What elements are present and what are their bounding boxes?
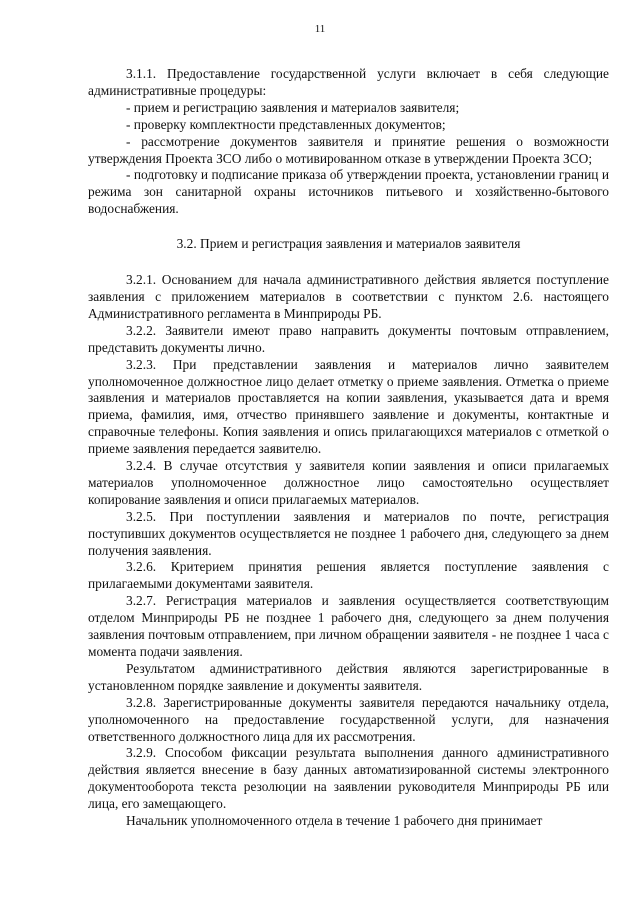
section-heading-3-2: 3.2. Прием и регистрация заявления и материалов заявителя <box>176 236 521 252</box>
paragraph-3-2-2: 3.2.2. Заявители имеют право направить документы почтовым отправлением, представить документы лично. <box>88 322 609 355</box>
paragraph-3-2-5: 3.2.5. При поступлении заявления и материалов по почте, регистрация поступивших документов осуществляется не позднее 1 рабочего дня, следующего за днем получения заявления. <box>88 508 609 558</box>
document-body <box>88 66 609 830</box>
paragraph-3-2-6: 3.2.6. Критерием принятия решения является поступление заявления с прилагаемыми документами заявителя. <box>88 559 609 592</box>
paragraph-3-2-3: 3.2.3. При представлении заявления и материалов лично заявителем уполномоченное должностное лицо делает отметку о приеме заявления. Отметка о приеме заявления и материалов проставляется на копии заявления, указывается дата и время приема, фамилия, имя, отчество принявшего заявление и документы, контактные и справочные телефоны. Копия заявления и опись прилагающихся материалов с отметкой о приеме заявления передается заявителю. <box>88 356 609 457</box>
paragraph-head-of-department: Начальник уполномоченного отдела в течение 1 рабочего дня принимает <box>126 813 543 829</box>
procedure-item: - прием и регистрацию заявления и материалов заявителя; <box>126 99 460 115</box>
paragraph-result: Результатом административного действия являются зарегистрированные в установленном порядке заявление и документы заявителя. <box>88 660 609 693</box>
section-3-1-1-intro: 3.1.1. Предоставление государственной услуги включает в себя следующие административные процедуры: <box>88 66 609 98</box>
paragraph-3-2-9: 3.2.9. Способом фиксации результата выполнения данного административного действия является внесение в базу данных автоматизированной системы электронного документооборота текста резолюции на заявлении руководителя Минприроды РБ или лица, его замещающего. <box>88 745 609 812</box>
paragraph-3-2-1: 3.2.1. Основанием для начала административного действия является поступление заявления с приложением материалов в соответствии с пунктом 2.6. настоящего Административного регламента в Минприроды РБ. <box>88 272 609 321</box>
procedure-item: - рассмотрение документов заявителя и принятие решения о возможности утверждения Проекта ЗСО либо о мотивированном отказе в утверждении Проекта ЗСО; <box>88 133 609 166</box>
page-number: 11 <box>314 23 326 35</box>
procedure-item: - проверку комплектности представленных документов; <box>126 116 446 132</box>
procedure-item: - подготовку и подписание приказа об утверждении проекта, установлении границ и режима зон санитарной охраны источников питьевого и хозяйственно-бытового водоснабжения. <box>88 167 609 217</box>
paragraph-3-2-8: 3.2.8. Зарегистрированные документы заявителя передаются начальнику отдела, уполномоченного на предоставление государственной услуги, для назначения ответственного должностного лица для их рассмотрения. <box>88 694 609 744</box>
paragraph-3-2-7: 3.2.7. Регистрация материалов и заявления осуществляется соответствующим отделом Минприроды РБ не позднее 1 рабочего дня, следующего за днем получения заявления почтовым отправлением, при личном обращении заявителя - не позднее 1 часа с момента подачи заявления. <box>88 593 609 659</box>
paragraph-3-2-4: 3.2.4. В случае отсутствия у заявителя копии заявления и описи прилагаемых материалов уполномоченное должностное лицо самостоятельно осуществляет копирование заявления и описи прилагаемых материалов. <box>88 458 609 507</box>
